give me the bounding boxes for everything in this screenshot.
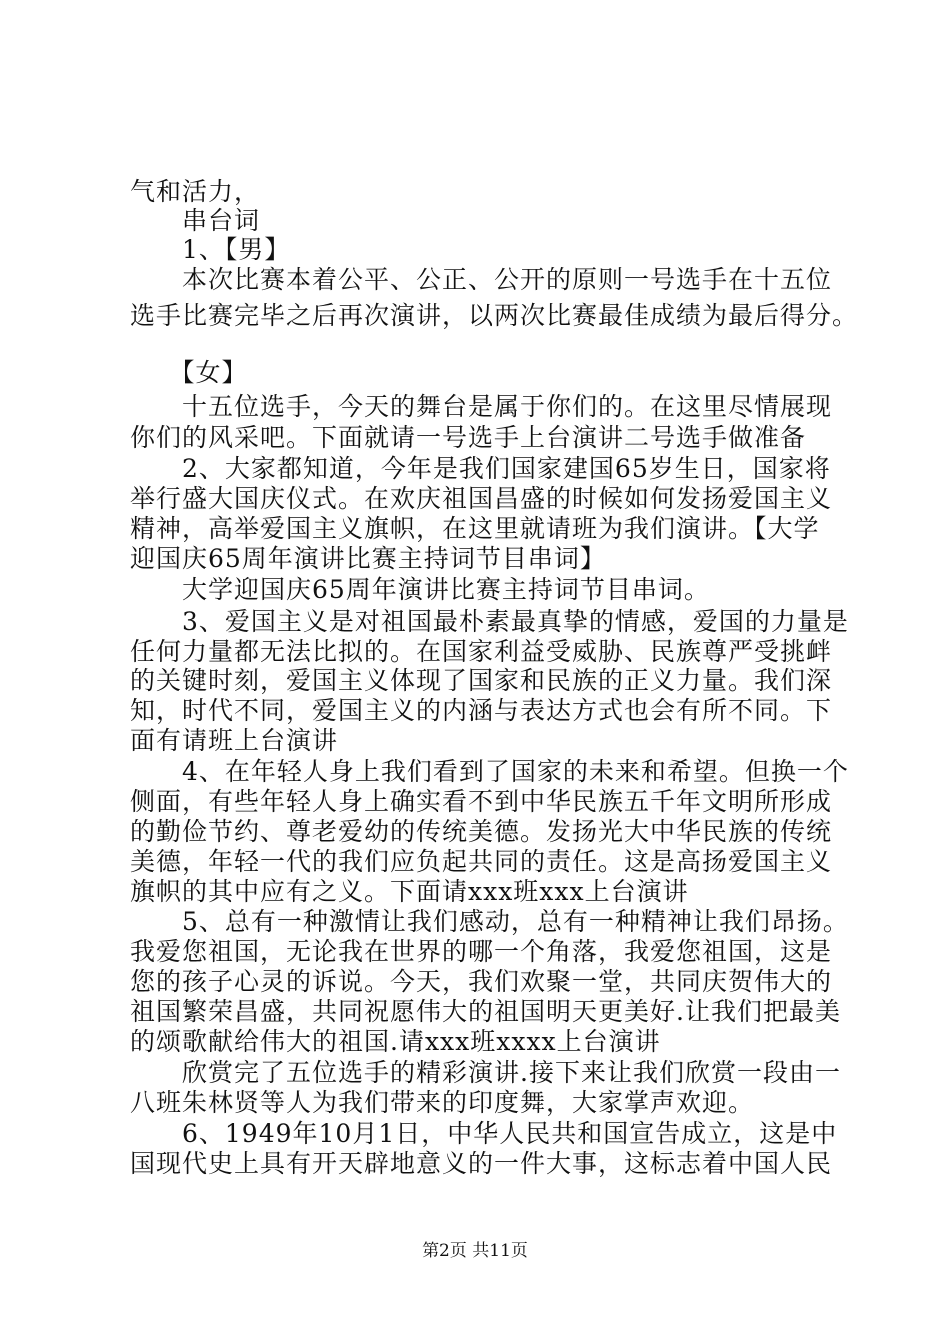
text-line: 大学迎国庆65周年演讲比赛主持词节目串词。 xyxy=(130,575,710,604)
text-line: 2、大家都知道，今年是我们国家建国65岁生日，国家将 xyxy=(130,454,831,483)
text-line: 5、总有一种激情让我们感动，总有一种精神让我们昂扬。 xyxy=(130,907,849,936)
text-line: 【女】 xyxy=(130,358,248,387)
text-line: 我爱您祖国，无论我在世界的哪一个角落，我爱您祖国，这是 xyxy=(130,937,833,966)
text-line: 祖国繁荣昌盛，共同祝愿伟大的祖国明天更美好.让我们把最美 xyxy=(130,997,841,1026)
text-line: 4、在年轻人身上我们看到了国家的未来和希望。但换一个 xyxy=(130,757,849,786)
text-line: 串台词 xyxy=(130,206,261,235)
text-line: 美德，年轻一代的我们应负起共同的责任。这是高扬爱国主义 xyxy=(130,847,833,876)
text-line: 旗帜的其中应有之义。下面请xxx班xxx上台演讲 xyxy=(130,877,689,906)
text-line: 3、爱国主义是对祖国最朴素最真挚的情感，爱国的力量是 xyxy=(130,607,849,636)
text-line: 本次比赛本着公平、公正、公开的原则一号选手在十五位 xyxy=(130,265,833,294)
text-line: 欣赏完了五位选手的精彩演讲.接下来让我们欣赏一段由一 xyxy=(130,1058,841,1087)
text-line: 十五位选手，今天的舞台是属于你们的。在这里尽情展现 xyxy=(130,392,833,421)
text-line: 6、1949年10月1日，中华人民共和国宣告成立，这是中 xyxy=(130,1119,838,1148)
text-line: 知，时代不同，爱国主义的内涵与表达方式也会有所不同。下 xyxy=(130,696,833,725)
page-footer: 第2页 共11页 xyxy=(422,1241,528,1261)
text-line: 的颂歌献给伟大的祖国.请xxx班xxxx上台演讲 xyxy=(130,1027,661,1056)
text-line: 任何力量都无法比拟的。在国家利益受威胁、民族尊严受挑衅 xyxy=(130,637,833,666)
text-line: 侧面，有些年轻人身上确实看不到中华民族五千年文明所形成 xyxy=(130,787,833,816)
text-line: 选手比赛完毕之后再次演讲，以两次比赛最佳成绩为最后得分。 xyxy=(130,301,859,330)
text-line: 您的孩子心灵的诉说。今天，我们欢聚一堂，共同庆贺伟大的 xyxy=(130,967,833,996)
text-line: 精神，高举爱国主义旗帜，在这里就请班为我们演讲。【大学 xyxy=(130,514,820,543)
text-line: 面有请班上台演讲 xyxy=(130,726,339,755)
text-line: 气和活力， xyxy=(130,177,261,206)
text-line: 举行盛大国庆仪式。在欢庆祖国昌盛的时候如何发扬爱国主义 xyxy=(130,484,833,513)
text-line: 的勤俭节约、尊老爱幼的传统美德。发扬光大中华民族的传统 xyxy=(130,817,833,846)
text-line: 1、【男】 xyxy=(130,235,291,264)
text-line: 八班朱林贤等人为我们带来的印度舞，大家掌声欢迎。 xyxy=(130,1088,755,1117)
text-line: 国现代史上具有开天辟地意义的一件大事，这标志着中国人民 xyxy=(130,1149,833,1178)
text-line: 你们的风采吧。下面就请一号选手上台演讲二号选手做准备 xyxy=(130,423,807,452)
text-line: 迎国庆65周年演讲比赛主持词节目串词】 xyxy=(130,544,606,573)
text-line: 的关键时刻，爱国主义体现了国家和民族的正义力量。我们深 xyxy=(130,666,833,695)
